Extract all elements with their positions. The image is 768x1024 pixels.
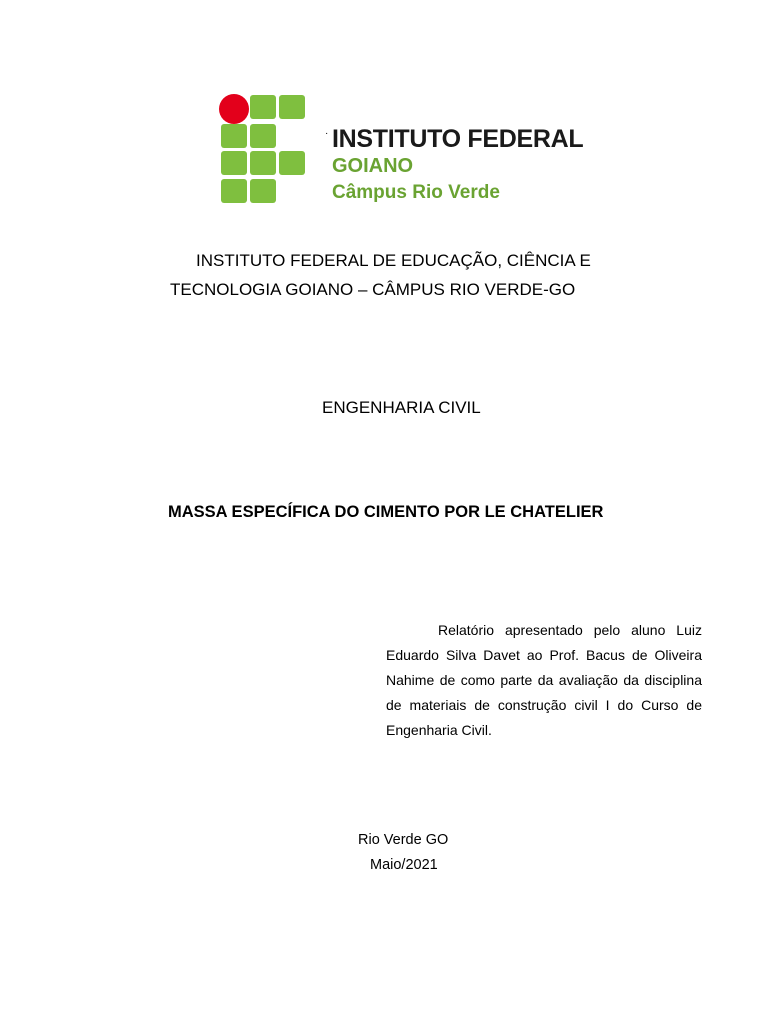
institution-logo	[219, 93, 584, 205]
institution-name-line-1: INSTITUTO FEDERAL DE EDUCAÇÃO, CIÊNCIA E	[196, 251, 591, 270]
logo-square	[279, 95, 305, 119]
logo-red-dot	[219, 94, 249, 124]
logo-square	[221, 179, 247, 203]
logo-square	[279, 151, 305, 175]
logo-square	[221, 124, 247, 148]
logo-square	[250, 124, 276, 148]
logo-text-campus: Câmpus Rio Verde	[332, 182, 500, 203]
logo-square	[250, 179, 276, 203]
logo-square	[221, 151, 247, 175]
report-date: Maio/2021	[370, 857, 438, 873]
report-description: Relatório apresentado pelo aluno Luiz Eduardo Silva Davet ao Prof. Bacus de Oliveira Nahime de como parte da avaliação da disciplina de materiais de construção civil I do Curso de Engenharia Civil.	[386, 622, 702, 738]
report-place: Rio Verde GO	[358, 832, 449, 848]
institution-name-line-2: TECNOLOGIA GOIANO – CÂMPUS RIO VERDE-GO	[170, 280, 576, 299]
logo-text-goiano: GOIANO	[332, 155, 414, 177]
course-name: ENGENHARIA CIVIL	[322, 398, 481, 417]
logo-square	[250, 151, 276, 175]
logo-grid-mark	[219, 93, 309, 205]
logo-text-instituto-federal: INSTITUTO FEDERAL	[332, 125, 584, 153]
logo-square	[250, 95, 276, 119]
logo-tick-mark: ·	[325, 128, 329, 139]
document-title: MASSA ESPECÍFICA DO CIMENTO POR LE CHATELIER	[168, 503, 604, 521]
